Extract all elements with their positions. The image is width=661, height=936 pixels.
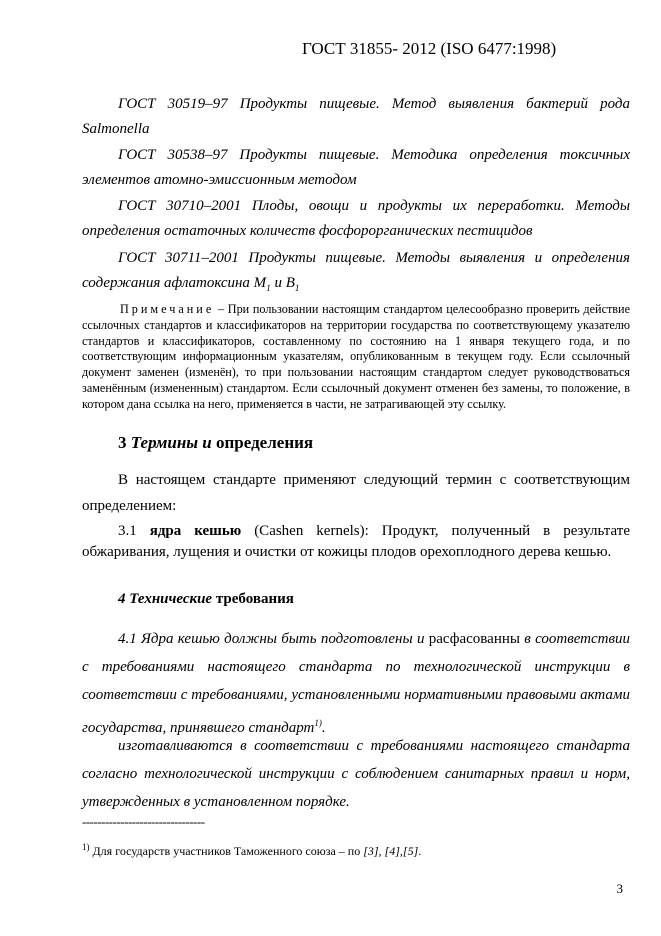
definition-text: (Cashen kernels): Продукт, полученный в результате обжаривания, лущения и очистки от кожицы плодов орехоплодного дерева кешью. — [82, 523, 630, 560]
section-4-heading — [82, 591, 630, 608]
section-title-italic: 4 Технические — [118, 591, 213, 607]
section-title: определения — [211, 433, 314, 452]
footnote-mark: 1) — [82, 842, 90, 852]
reference-gost-30538: ГОСТ 30538–97 Продукты пищевые. Методика определения токсичных элементов атомно-эмиссионным методом — [82, 147, 630, 188]
reference-text: ГОСТ 30711–2001 Продукты пищевые. Методы выявления и определения содержания афлатоксина M — [82, 250, 630, 291]
paragraph-4-1-continued: изготавливаются в соответствии с требованиями настоящего стандарта согласно технологической инструкции с соблюдением санитарных правил и норм, утвержденных в установленном порядке. — [82, 738, 630, 810]
reference-text: и B — [270, 275, 295, 291]
definition-term: ядра кешью — [149, 523, 242, 539]
footnote-text: Для государств участников Таможенного союза – по — [89, 844, 364, 858]
paragraph-4-1 — [82, 625, 630, 742]
section-title-italic: Термины и — [130, 433, 212, 452]
section-title: требования — [212, 591, 294, 607]
page-number: 3 — [616, 881, 623, 896]
section-3-intro: В настоящем стандарте применяют следующий термин с соответствующим определением: — [82, 472, 630, 514]
footnote-refs: [3], [4],[5] — [363, 844, 419, 858]
definition-number: 3.1 — [118, 523, 150, 539]
reference-gost-30519: ГОСТ 30519–97 Продукты пищевые. Метод выявления бактерий рода Salmonella — [82, 96, 630, 137]
paragraph-text: . — [321, 720, 326, 736]
note-dash: – — [214, 302, 228, 316]
paragraph-text: расфасованны — [428, 631, 520, 647]
reference-gost-30710: ГОСТ 30710–2001 Плоды, овощи и продукты их переработки. Методы определения остаточных количеств фосфорорганических пестицидов — [82, 198, 630, 239]
section-3-heading — [82, 433, 630, 453]
subscript: 1 — [294, 283, 300, 293]
definition-3-1 — [82, 521, 630, 563]
footnote — [82, 842, 421, 859]
reference-gost-30711 — [82, 246, 630, 301]
section-number: 3 — [118, 433, 131, 452]
paragraph-text: 4.1 Ядра кешью должны быть подготовлены и — [118, 631, 429, 647]
page-header: ГОСТ 31855- 2012 (ISO 6477:1998) — [302, 39, 557, 58]
subscript: 1 — [266, 283, 271, 293]
footnote-separator: -------------------------------- — [82, 814, 205, 829]
note-label: Примечание — [120, 302, 215, 316]
footnote-end: . — [418, 844, 422, 858]
note-text: При пользовании настоящим стандартом целесообразно проверить действие ссылочных стандартов и классификаторов на территории государства по соответствующему указателю стандартов и классификаторов, составленному по состоянию на 1 января текущего года, и по соответствующим информационным указателям, опубликованным в текущем году. Если ссылочный документ заменен (изменён), то при пользовании настоящим стандартом следует руководствоваться заменённым (измененным) стандартом. Если ссылочный документ отменен без замены, то положение, в котором дана ссылка на него, применяется в части, не затрагивающей эту ссылку. — [82, 302, 630, 411]
note-paragraph — [82, 302, 630, 413]
paragraph-text: в соответствии с требованиями настоящего стандарта по технологической инструкции в соответствии с требованиями, установленными нормативными правовыми актами государства, принявшего стандарт — [82, 631, 630, 736]
footnote-ref: 1) — [314, 718, 322, 728]
